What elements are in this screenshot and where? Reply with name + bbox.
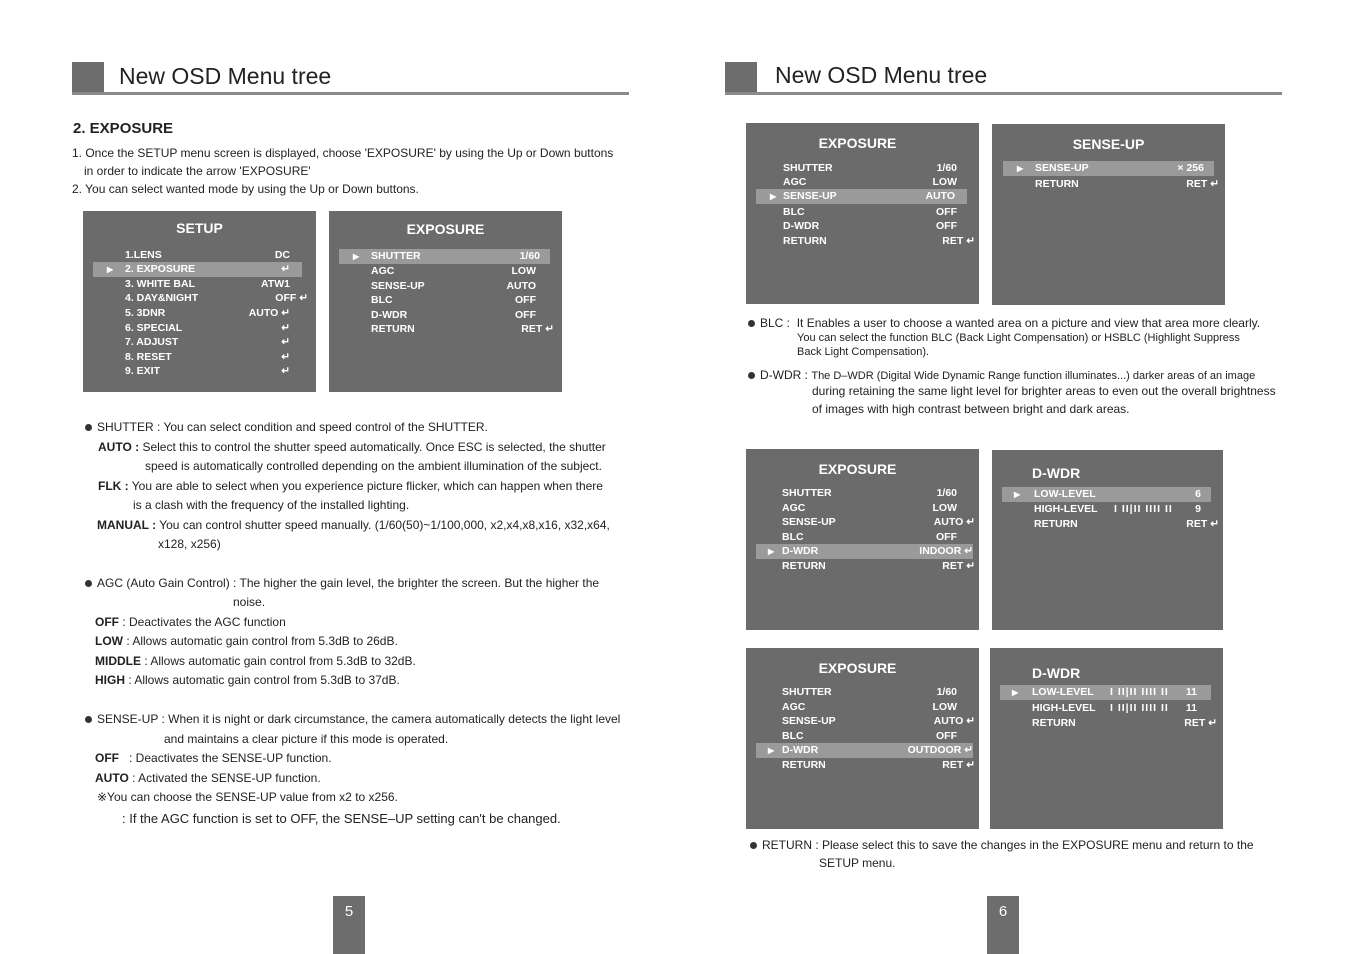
pointer-icon: ▶ <box>768 547 775 556</box>
agc-high: HIGH : Allows automatic gain control from 5.3dB to 37dB. <box>95 673 400 687</box>
osd-title: EXPOSURE <box>818 660 897 676</box>
osd-row: 8. RESET ↵ <box>125 351 290 363</box>
exposure-osd-menu <box>746 648 979 829</box>
header-divider <box>72 92 629 95</box>
osd-row: BLC OFF <box>783 206 957 218</box>
osd-row: AGC LOW <box>782 701 957 713</box>
osd-row: RETURN RET ↵ <box>783 235 975 247</box>
osd-row: 6. SPECIAL ↵ <box>125 322 290 334</box>
right-header <box>725 62 1282 94</box>
page-title: New OSD Menu tree <box>119 63 332 89</box>
agc-heading-2: noise. <box>233 595 266 609</box>
osd-row: 9. EXIT ↵ <box>125 365 290 377</box>
pointer-icon: ▶ <box>353 252 360 261</box>
osd-row: SHUTTER 1/60 <box>783 162 957 174</box>
osd-title: SETUP <box>176 220 223 236</box>
intro-line-1: 1. Once the SETUP menu screen is displayed, choose 'EXPOSURE' by using the Up or Down buttons <box>72 146 614 160</box>
bullet-icon <box>750 842 757 849</box>
return-line-2: SETUP menu. <box>819 856 896 870</box>
osd-row: SENSE-UP AUTO ↵ <box>782 715 975 727</box>
osd-row: HIGH-LEVEL I II|II IIII II 9 <box>1034 503 1201 515</box>
exposure-osd-menu <box>746 449 979 630</box>
header-divider <box>725 92 1282 95</box>
dwdr-line-1: D-WDR : The D–WDR (Digital Wide Dynamic Range function illuminates...) darker areas of an image <box>748 366 1255 386</box>
dwdr-line-2: during retaining the same light level for brighter areas to even out the overall brightness <box>812 384 1276 398</box>
left-header <box>72 62 629 94</box>
blc-line-3: Back Light Compensation). <box>797 346 930 358</box>
osd-row: RETURN RET ↵ <box>782 560 975 572</box>
osd-row: BLC OFF <box>782 730 957 742</box>
osd-row-selected: ▶ SENSE-UP AUTO <box>756 189 967 204</box>
osd-row: 5. 3DNR AUTO ↵ <box>125 307 290 319</box>
osd-row: RETURN RET ↵ <box>1034 518 1219 530</box>
osd-row-selected: ▶ SHUTTER 1/60 <box>339 249 550 264</box>
osd-row-selected: ▶ LOW-LEVEL 6 <box>1002 487 1211 502</box>
osd-row: D-WDR OFF <box>783 220 957 232</box>
osd-row-selected: ▶ D-WDR OUTDOOR ↵ <box>756 743 973 758</box>
agc-heading: AGC (Auto Gain Control) : The higher the gain level, the brighter the screen. But the higher the <box>85 574 599 593</box>
intro-line-3: 2. You can select wanted mode by using the Up or Down buttons. <box>72 182 419 196</box>
senseup-off: OFF : Deactivates the SENSE-UP function. <box>95 751 332 765</box>
osd-row: 3. WHITE BAL ATW1 <box>125 278 290 290</box>
osd-title: SENSE-UP <box>1072 136 1145 152</box>
setup-osd-menu <box>83 211 316 392</box>
osd-row: 1.LENS DC <box>125 249 290 261</box>
shutter-auto-2: speed is automatically controlled depending on the ambient illumination of the subject. <box>145 459 602 473</box>
senseup-note-2: : If the AGC function is set to OFF, the SENSE–UP setting can't be changed. <box>122 811 561 826</box>
shutter-manual-2: x128, x256) <box>158 537 221 551</box>
pointer-icon: ▶ <box>770 192 777 201</box>
osd-row: RETURN RET ↵ <box>1035 178 1219 190</box>
header-square-icon <box>72 62 104 94</box>
osd-title: EXPOSURE <box>818 135 897 151</box>
page-number-6: 6 <box>987 896 1019 954</box>
osd-row: RETURN RET ↵ <box>782 759 975 771</box>
osd-row: SENSE-UP AUTO <box>371 280 536 292</box>
bullet-icon <box>85 580 92 587</box>
blc-line-1: BLC : It Enables a user to choose a wanted area on a picture and view that area more clearly. <box>748 314 1260 333</box>
bullet-icon <box>85 424 92 431</box>
osd-row: RETURN RET ↵ <box>371 323 554 335</box>
osd-row: 7. ADJUST ↵ <box>125 336 290 348</box>
osd-title: EXPOSURE <box>406 221 485 237</box>
section-title: 2. EXPOSURE <box>73 120 174 137</box>
exposure-osd-menu <box>329 211 562 392</box>
shutter-manual: MANUAL : You can control shutter speed manually. (1/60(50)~1/100,000, x2,x4,x8,x16, x32,x64, <box>97 518 610 532</box>
shutter-flk-2: is a clash with the frequency of the installed lighting. <box>133 498 410 512</box>
osd-row: BLC OFF <box>371 294 536 306</box>
blc-line-2: You can select the function BLC (Back Light Compensation) or HSBLC (Highlight Suppress <box>797 332 1240 344</box>
agc-off: OFF : Deactivates the AGC function <box>95 615 286 629</box>
osd-row: SHUTTER 1/60 <box>782 487 957 499</box>
osd-row-selected: ▶ SENSE-UP × 256 <box>1003 161 1214 176</box>
pointer-icon: ▶ <box>1017 164 1024 173</box>
osd-row-selected: ▶ LOW-LEVEL I II|II IIII II 11 <box>1000 685 1211 700</box>
osd-row-selected: ▶ D-WDR INDOOR ↵ <box>756 544 973 559</box>
osd-row: 4. DAY&NIGHT OFF ↵ <box>125 292 308 304</box>
senseup-heading: SENSE-UP : When it is night or dark circumstance, the camera automatically detects the light level <box>85 710 620 729</box>
bullet-icon <box>748 372 755 379</box>
shutter-heading: SHUTTER : You can select condition and speed control of the SHUTTER. <box>85 418 488 437</box>
shutter-flk: FLK : You are able to select when you experience picture flicker, which can happen when there <box>98 479 603 493</box>
senseup-osd-menu <box>992 124 1225 305</box>
dwdr-line-3: of images with high contrast between bright and dark areas. <box>812 402 1130 416</box>
dwdr-osd-menu <box>992 450 1223 630</box>
osd-row-selected: ▶ 2. EXPOSURE ↵ <box>93 262 302 277</box>
osd-title: D-WDR <box>1032 665 1081 681</box>
page-number-5: 5 <box>333 896 365 954</box>
osd-row: SENSE-UP AUTO ↵ <box>782 516 975 528</box>
page-title: New OSD Menu tree <box>775 62 988 88</box>
osd-title: D-WDR <box>1032 465 1081 481</box>
agc-middle: MIDDLE : Allows automatic gain control from 5.3dB to 32dB. <box>95 654 416 668</box>
osd-row: AGC LOW <box>371 265 536 277</box>
bullet-icon <box>748 320 755 327</box>
senseup-auto: AUTO : Activated the SENSE-UP function. <box>95 771 321 785</box>
senseup-note-1: ※You can choose the SENSE-UP value from x2 to x256. <box>97 790 398 804</box>
level-bar: I II|II IIII II <box>1110 702 1169 714</box>
level-bar: I II|II IIII II <box>1114 503 1173 515</box>
header-square-icon <box>725 62 757 94</box>
pointer-icon: ▶ <box>1014 490 1021 499</box>
osd-row: AGC LOW <box>783 176 957 188</box>
osd-row: RETURN RET ↵ <box>1032 717 1217 729</box>
dwdr-osd-menu <box>990 648 1223 829</box>
pointer-icon: ▶ <box>768 746 775 755</box>
osd-row: BLC OFF <box>782 531 957 543</box>
intro-line-2: in order to indicate the arrow 'EXPOSURE' <box>84 164 311 178</box>
osd-title: EXPOSURE <box>818 461 897 477</box>
osd-row: HIGH-LEVEL I II|II IIII II 11 <box>1032 702 1197 714</box>
pointer-icon: ▶ <box>1012 688 1019 697</box>
shutter-auto: AUTO : Select this to control the shutter speed automatically. Once ESC is selected, the shutter <box>98 440 606 454</box>
agc-low: LOW : Allows automatic gain control from 5.3dB to 26dB. <box>95 634 398 648</box>
return-line-1: RETURN : Please select this to save the changes in the EXPOSURE menu and return to the <box>750 836 1254 855</box>
bullet-icon <box>85 716 92 723</box>
senseup-heading-2: and maintains a clear picture if this mode is operated. <box>164 732 449 746</box>
osd-row: SHUTTER 1/60 <box>782 686 957 698</box>
pointer-icon: ▶ <box>107 265 114 274</box>
level-bar: I II|II IIII II <box>1110 686 1169 698</box>
osd-row: AGC LOW <box>782 502 957 514</box>
exposure-osd-menu <box>746 123 979 304</box>
osd-row: D-WDR OFF <box>371 309 536 321</box>
